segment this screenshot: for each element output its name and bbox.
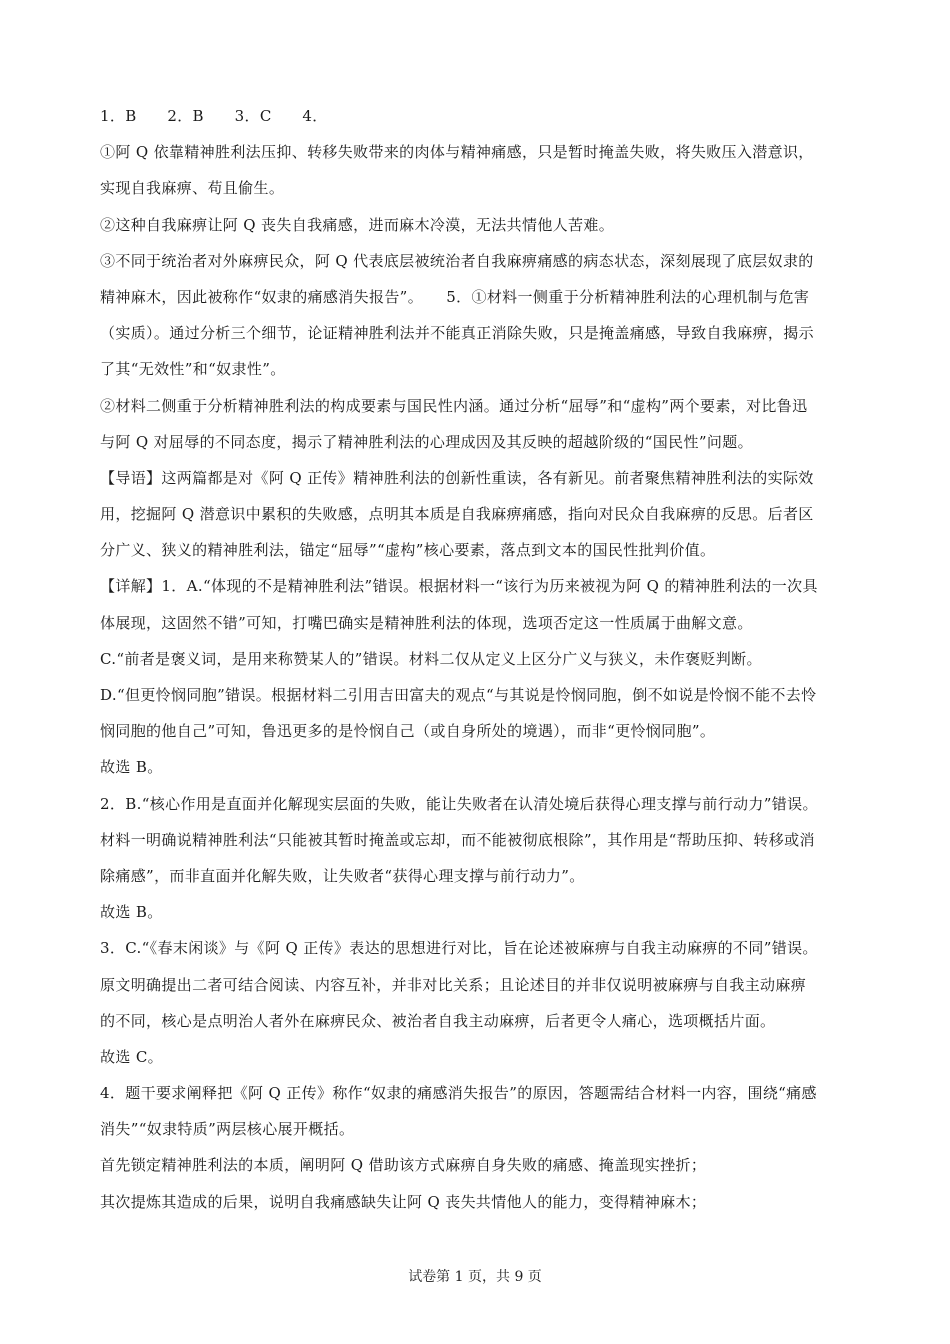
text-line: 其次提炼其造成的后果，说明自我痛感缺失让阿 Q 丧失共情他人的能力，变得精神麻木；	[100, 1192, 707, 1211]
text-line: 原文明确提出二者可结合阅读、内容互补，并非对比关系；且论述目的并非仅说明被麻痹与自我主动麻痹	[100, 975, 807, 994]
text-line: 故选 B。	[100, 903, 163, 922]
text-line: D.“但更怜悯同胞”错误。根据材料二引用吉田富夫的观点“与其说是怜悯同胞，倒不如说是怜悯不能不去怜	[100, 686, 817, 704]
page-footer: 试卷第 1 页，共 9 页	[408, 1269, 542, 1285]
text-line: 分广义、狭义的精神胜利法，锚定“屈辱”“虚构”核心要素，落点到文本的国民性批判价值。	[100, 541, 716, 560]
text-line: 故选 C。	[100, 1047, 163, 1066]
text-line: 【详解】1．A.“体现的不是精神胜利法”错误。根据材料一“该行为历来被视为阿 Q 的精神胜利法的一次具	[100, 577, 818, 596]
text-line: 精神麻木，因此被称作“奴隶的痛感消失报告”。 5．①材料一侧重于分析精神胜利法的心理机制与危害	[100, 287, 810, 306]
text-line: 用，挖掘阿 Q 潜意识中累积的失败感，点明其本质是自我麻痹痛感，指向对民众自我麻痹的反思。后者区	[100, 505, 814, 524]
text-line: 故选 B。	[100, 758, 163, 777]
text-line: C.“前者是褒义词，是用来称赞某人的”错误。材料二仅从定义上区分广义与狭义，未作褒贬判断。	[100, 649, 762, 668]
text-line: （实质）。通过分析三个细节，论证精神胜利法并不能真正消除失败，只是掩盖痛感，导致自我麻痹，揭示	[100, 324, 814, 343]
answer-text-block	[100, 98, 865, 1220]
text-line: 材料一明确说精神胜利法“只能被其暂时掩盖或忘却，而不能被彻底根除”，其作用是“帮助压抑、转移或消	[100, 830, 815, 849]
text-line: ②材料二侧重于分析精神胜利法的构成要素与国民性内涵。通过分析“屈辱”和“虚构”两个要素，对比鲁迅	[100, 396, 808, 415]
text-line: 与阿 Q 对屈辱的不同态度，揭示了精神胜利法的心理成因及其反映的超越阶级的“国民性”问题。	[100, 432, 753, 451]
text-line: ③不同于统治者对外麻痹民众，阿 Q 代表底层被统治者自我麻痹痛感的病态状态，深刻展现了底层奴隶的	[100, 251, 814, 270]
text-line: 4．题干要求阐释把《阿 Q 正传》称作“奴隶的痛感消失报告”的原因，答题需结合材料一内容，围绕“痛感	[100, 1084, 817, 1103]
text-line: ②这种自我麻痹让阿 Q 丧失自我痛感，进而麻木冷漠，无法共情他人苦难。	[100, 215, 615, 234]
text-line: 悯同胞的他自己”可知，鲁迅更多的是怜悯自己（或自身所处的境遇），而非“更怜悯同胞”。	[100, 722, 716, 741]
text-line: 2．B.“核心作用是直面并化解现实层面的失败，能让失败者在认清处境后获得心理支撑与前行动力”错误。	[100, 794, 818, 813]
text-line: 消失”“奴隶特质”两层核心展开概括。	[100, 1120, 355, 1139]
text-line: 3．C.“《春末闲谈》与《阿 Q 正传》表达的思想进行对比，旨在论述被麻痹与自我主动麻痹的不同”错误。	[100, 939, 818, 958]
text-line: 的不同，核心是点明治人者外在麻痹民众、被治者自我主动麻痹，后者更令人痛心，选项概括片面。	[100, 1011, 776, 1030]
text-line: 首先锁定精神胜利法的本质，阐明阿 Q 借助该方式麻痹自身失败的痛感、掩盖现实挫折；	[100, 1156, 707, 1175]
text-line: 【导语】这两篇都是对《阿 Q 正传》精神胜利法的创新性重读，各有新见。前者聚焦精神胜利法的实际效	[100, 468, 814, 487]
text-line: 体展现，这固然不错”可知，打嘴巴确实是精神胜利法的体现，选项否定这一性质属于曲解文意。	[100, 613, 753, 632]
text-line: 实现自我麻痹、苟且偷生。	[100, 179, 285, 198]
text-line: 1．B 2．B 3．C 4．	[100, 107, 328, 125]
text-line: 了其“无效性”和“奴隶性”。	[100, 360, 286, 379]
text-line: 除痛感”，而非直面并化解失败，让失败者“获得心理支撑与前行动力”。	[100, 866, 585, 885]
text-line: ①阿 Q 依靠精神胜利法压抑、转移失败带来的肉体与精神痛感，只是暂时掩盖失败，将失败压入潜意识，	[100, 143, 814, 162]
